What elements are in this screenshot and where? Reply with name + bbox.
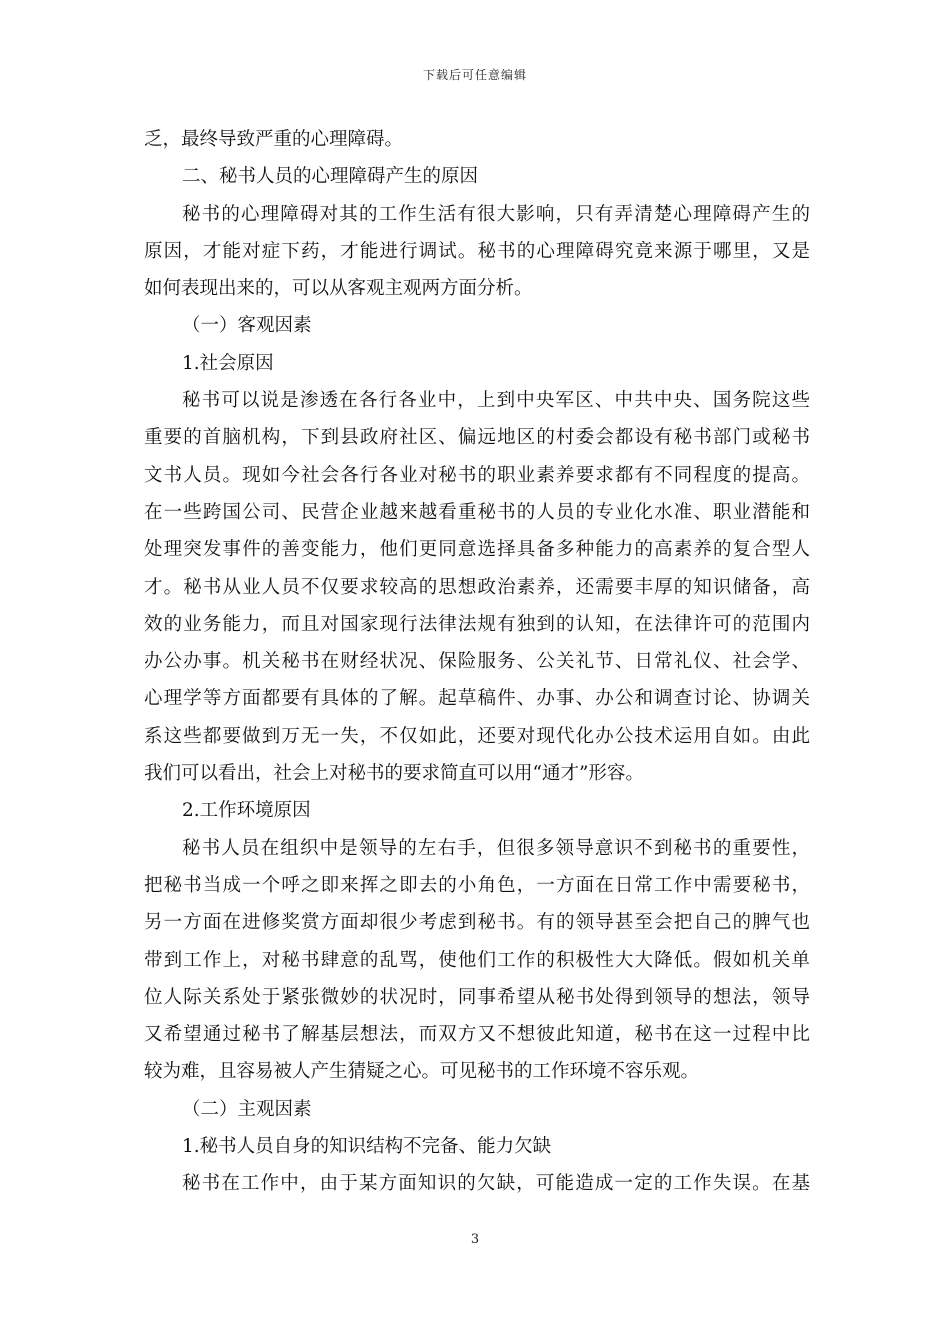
text-line: 1.秘书人员自身的知识结构不完备、能力欠缺 (182, 1136, 552, 1158)
text-line: 乏，最终导致严重的心理障碍。 (144, 129, 404, 150)
text-line: 如何表现出来的，可以从客观主观两方面分析。 (144, 278, 533, 300)
text-line: 秘书可以说是渗透在各行各业中，上到中央军区、中共中央、国务院这些 (182, 390, 810, 412)
text-line: 系这些都要做到万无一失，不仅如此，还要对现代化办公技术运用自如。由此 (144, 725, 810, 747)
text-line: 文书人员。现如今社会各行各业对秘书的职业素养要求都有不同程度的提高。 (144, 464, 810, 486)
text-line: 在一些跨国公司、民营企业越来越看重秘书的人员的专业化水准、职业潜能和 (144, 501, 810, 523)
text-line: 重要的首脑机构，下到县政府社区、偏远地区的村委会都设有秘书部门或秘书 (144, 427, 810, 449)
text-line: 1.社会原因 (182, 352, 274, 374)
text-line: 秘书在工作中，由于某方面知识的欠缺，可能造成一定的工作失误。在基 (182, 1173, 810, 1195)
text-line: 较为难，且容易被人产生猜疑之心。可见秘书的工作环境不容乐观。 (144, 1061, 700, 1083)
text-line: 才。秘书从业人员不仅要求较高的思想政治素养，还需要丰厚的知识储备，高 (144, 576, 810, 598)
text-line: 心理学等方面都要有具体的了解。起草稿件、办事、办公和调查讨论、协调关 (144, 688, 810, 710)
text-line: 又希望通过秘书了解基层想法，而双方又不想彼此知道，秘书在这一过程中比 (144, 1024, 810, 1046)
body-text (144, 121, 810, 1203)
text-line: （一）客观因素 (182, 315, 312, 337)
text-line: 处理突发事件的善变能力，他们更同意选择具备多种能力的高素养的复合型人 (144, 539, 810, 561)
text-line: 2.工作环境原因 (182, 800, 311, 822)
text-line: 我们可以看出，社会上对秘书的要求简直可以用“通才”形容。 (144, 763, 644, 785)
text-line: 另一方面在进修奖赏方面却很少考虑到秘书。有的领导甚至会把自己的脾气也 (144, 912, 810, 934)
text-line: （二）主观因素 (182, 1098, 312, 1120)
text-line: 秘书的心理障碍对其的工作生活有很大影响，只有弄清楚心理障碍产生的 (182, 203, 810, 225)
text-line: 带到工作上，对秘书肆意的乱骂，使他们工作的积极性大大降低。假如机关单 (144, 949, 810, 971)
text-line: 秘书人员在组织中是领导的左右手，但很多领导意识不到秘书的重要性， (182, 837, 810, 859)
text-line: 办公办事。机关秘书在财经状况、保险服务、公关礼节、日常礼仪、社会学、 (144, 651, 810, 673)
text-line: 二、秘书人员的心理障碍产生的原因 (182, 166, 479, 188)
text-line: 把秘书当成一个呼之即来挥之即去的小角色，一方面在日常工作中需要秘书， (144, 874, 810, 896)
text-line: 原因，才能对症下药，才能进行调试。秘书的心理障碍究竟来源于哪里，又是 (144, 240, 810, 262)
page-header: 下载后可任意编辑 (422, 68, 527, 82)
page-number: 3 (470, 1232, 480, 1247)
text-line: 效的业务能力，而且对国家现行法律法规有独到的认知，在法律许可的范围内 (144, 613, 810, 635)
text-line: 位人际关系处于紧张微妙的状况时，同事希望从秘书处得到领导的想法，领导 (144, 986, 810, 1008)
